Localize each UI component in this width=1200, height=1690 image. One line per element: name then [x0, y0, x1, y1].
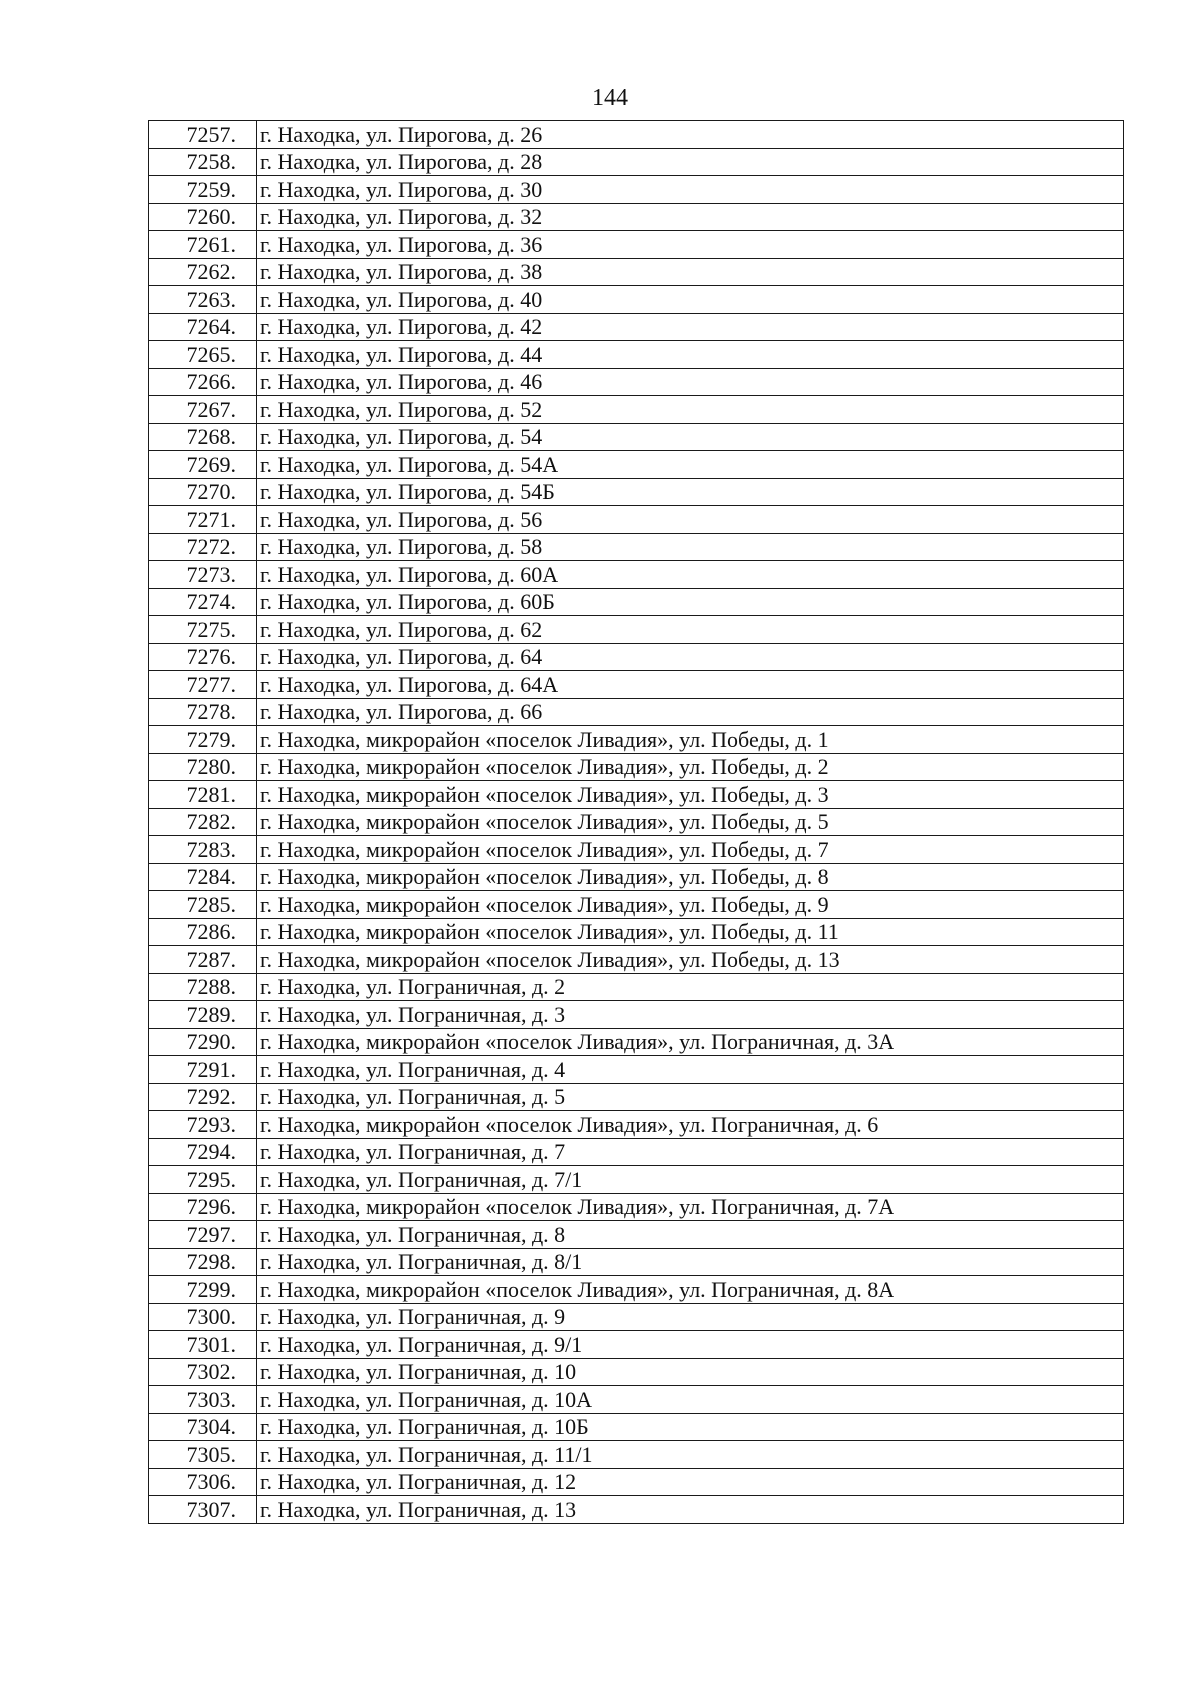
address-cell: г. Находка, ул. Пограничная, д. 13: [257, 1496, 1124, 1524]
row-number: 7266.: [149, 368, 257, 396]
address-cell: г. Находка, ул. Пограничная, д. 12: [257, 1468, 1124, 1496]
table-row: [149, 231, 1124, 259]
row-number: 7287.: [149, 946, 257, 974]
row-number: 7263.: [149, 286, 257, 314]
page-number: 144: [592, 85, 628, 111]
row-number: 7293.: [149, 1111, 257, 1139]
row-number: 7306.: [149, 1468, 257, 1496]
address-cell: г. Находка, ул. Пограничная, д. 2: [257, 973, 1124, 1001]
row-number: 7295.: [149, 1166, 257, 1194]
row-number: 7305.: [149, 1441, 257, 1469]
row-number: 7273.: [149, 561, 257, 589]
address-cell: г. Находка, ул. Пограничная, д. 4: [257, 1056, 1124, 1084]
table-row: [149, 753, 1124, 781]
row-number: 7267.: [149, 396, 257, 424]
table-row: [149, 286, 1124, 314]
address-cell: г. Находка, микрорайон «поселок Ливадия», ул. Победы, д. 13: [257, 946, 1124, 974]
address-cell: г. Находка, ул. Пограничная, д. 9: [257, 1303, 1124, 1331]
address-cell: г. Находка, ул. Пограничная, д. 11/1: [257, 1441, 1124, 1469]
row-number: 7292.: [149, 1083, 257, 1111]
table-row: [149, 1276, 1124, 1304]
address-cell: г. Находка, ул. Пограничная, д. 8: [257, 1221, 1124, 1249]
row-number: 7296.: [149, 1193, 257, 1221]
table-row: [149, 1331, 1124, 1359]
address-cell: г. Находка, ул. Пирогова, д. 44: [257, 341, 1124, 369]
table-row: [149, 781, 1124, 809]
address-cell: г. Находка, ул. Пирогова, д. 30: [257, 176, 1124, 204]
table-row: [149, 478, 1124, 506]
row-number: 7268.: [149, 423, 257, 451]
address-cell: г. Находка, ул. Пограничная, д. 10Б: [257, 1413, 1124, 1441]
table-row: [149, 1028, 1124, 1056]
row-number: 7276.: [149, 643, 257, 671]
address-cell: г. Находка, ул. Пирогова, д. 56: [257, 506, 1124, 534]
address-cell: г. Находка, ул. Пирогова, д. 40: [257, 286, 1124, 314]
address-cell: г. Находка, ул. Пирогова, д. 38: [257, 258, 1124, 286]
address-cell: г. Находка, микрорайон «поселок Ливадия», ул. Победы, д. 1: [257, 726, 1124, 754]
row-number: 7301.: [149, 1331, 257, 1359]
table-row: [149, 1193, 1124, 1221]
row-number: 7270.: [149, 478, 257, 506]
table-row: [149, 396, 1124, 424]
row-number: 7304.: [149, 1413, 257, 1441]
table-row: [149, 1413, 1124, 1441]
row-number: 7257.: [149, 121, 257, 149]
table-row: [149, 1248, 1124, 1276]
address-cell: г. Находка, ул. Пограничная, д. 3: [257, 1001, 1124, 1029]
row-number: 7262.: [149, 258, 257, 286]
address-cell: г. Находка, ул. Пограничная, д. 10А: [257, 1386, 1124, 1414]
address-cell: г. Находка, ул. Пирогова, д. 28: [257, 148, 1124, 176]
address-cell: г. Находка, ул. Пирогова, д. 64: [257, 643, 1124, 671]
address-cell: г. Находка, микрорайон «поселок Ливадия», ул. Пограничная, д. 3А: [257, 1028, 1124, 1056]
address-cell: г. Находка, ул. Пирогова, д. 54А: [257, 451, 1124, 479]
table-row: [149, 1083, 1124, 1111]
table-row: [149, 1001, 1124, 1029]
row-number: 7286.: [149, 918, 257, 946]
table-row: [149, 973, 1124, 1001]
row-number: 7280.: [149, 753, 257, 781]
row-number: 7260.: [149, 203, 257, 231]
table-row: [149, 836, 1124, 864]
row-number: 7283.: [149, 836, 257, 864]
table-row: [149, 1166, 1124, 1194]
table-row: [149, 258, 1124, 286]
address-cell: г. Находка, ул. Пирогова, д. 54: [257, 423, 1124, 451]
table-row: [149, 1386, 1124, 1414]
table-row: [149, 1358, 1124, 1386]
row-number: 7275.: [149, 616, 257, 644]
row-number: 7307.: [149, 1496, 257, 1524]
row-number: 7271.: [149, 506, 257, 534]
address-cell: г. Находка, микрорайон «поселок Ливадия», ул. Победы, д. 2: [257, 753, 1124, 781]
row-number: 7291.: [149, 1056, 257, 1084]
row-number: 7274.: [149, 588, 257, 616]
table-row: [149, 671, 1124, 699]
table-row: [149, 891, 1124, 919]
table-row: [149, 148, 1124, 176]
address-cell: г. Находка, микрорайон «поселок Ливадия», ул. Пограничная, д. 7А: [257, 1193, 1124, 1221]
table-row: [149, 313, 1124, 341]
row-number: 7290.: [149, 1028, 257, 1056]
row-number: 7265.: [149, 341, 257, 369]
address-cell: г. Находка, ул. Пограничная, д. 9/1: [257, 1331, 1124, 1359]
row-number: 7284.: [149, 863, 257, 891]
address-cell: г. Находка, ул. Пирогова, д. 52: [257, 396, 1124, 424]
row-number: 7278.: [149, 698, 257, 726]
address-cell: г. Находка, микрорайон «поселок Ливадия», ул. Пограничная, д. 8А: [257, 1276, 1124, 1304]
address-cell: г. Находка, ул. Пирогова, д. 62: [257, 616, 1124, 644]
address-cell: г. Находка, ул. Пограничная, д. 5: [257, 1083, 1124, 1111]
table-row: [149, 368, 1124, 396]
row-number: 7298.: [149, 1248, 257, 1276]
address-cell: г. Находка, ул. Пирогова, д. 58: [257, 533, 1124, 561]
address-cell: г. Находка, микрорайон «поселок Ливадия», ул. Пограничная, д. 6: [257, 1111, 1124, 1139]
row-number: 7277.: [149, 671, 257, 699]
address-cell: г. Находка, микрорайон «поселок Ливадия», ул. Победы, д. 9: [257, 891, 1124, 919]
table-row: [149, 121, 1124, 149]
row-number: 7272.: [149, 533, 257, 561]
table-row: [149, 203, 1124, 231]
address-table: [148, 120, 1124, 1524]
address-cell: г. Находка, микрорайон «поселок Ливадия», ул. Победы, д. 8: [257, 863, 1124, 891]
row-number: 7285.: [149, 891, 257, 919]
table-row: [149, 506, 1124, 534]
row-number: 7269.: [149, 451, 257, 479]
address-cell: г. Находка, ул. Пирогова, д. 60А: [257, 561, 1124, 589]
address-cell: г. Находка, ул. Пирогова, д. 60Б: [257, 588, 1124, 616]
row-number: 7288.: [149, 973, 257, 1001]
table-row: [149, 726, 1124, 754]
row-number: 7300.: [149, 1303, 257, 1331]
address-cell: г. Находка, ул. Пирогова, д. 64А: [257, 671, 1124, 699]
row-number: 7281.: [149, 781, 257, 809]
address-cell: г. Находка, микрорайон «поселок Ливадия», ул. Победы, д. 5: [257, 808, 1124, 836]
table-row: [149, 1468, 1124, 1496]
address-cell: г. Находка, ул. Пирогова, д. 54Б: [257, 478, 1124, 506]
table-row: [149, 808, 1124, 836]
address-cell: г. Находка, ул. Пограничная, д. 7/1: [257, 1166, 1124, 1194]
row-number: 7299.: [149, 1276, 257, 1304]
address-cell: г. Находка, ул. Пирогова, д. 32: [257, 203, 1124, 231]
row-number: 7279.: [149, 726, 257, 754]
table-row: [149, 1138, 1124, 1166]
table-row: [149, 616, 1124, 644]
row-number: 7294.: [149, 1138, 257, 1166]
row-number: 7289.: [149, 1001, 257, 1029]
table-row: [149, 946, 1124, 974]
row-number: 7259.: [149, 176, 257, 204]
table-row: [149, 533, 1124, 561]
table-row: [149, 643, 1124, 671]
address-cell: г. Находка, ул. Пирогова, д. 66: [257, 698, 1124, 726]
table-row: [149, 1441, 1124, 1469]
table-row: [149, 561, 1124, 589]
table-row: [149, 341, 1124, 369]
address-cell: г. Находка, ул. Пограничная, д. 10: [257, 1358, 1124, 1386]
row-number: 7261.: [149, 231, 257, 259]
table-row: [149, 451, 1124, 479]
row-number: 7303.: [149, 1386, 257, 1414]
row-number: 7302.: [149, 1358, 257, 1386]
address-cell: г. Находка, ул. Пограничная, д. 7: [257, 1138, 1124, 1166]
table-row: [149, 1303, 1124, 1331]
row-number: 7297.: [149, 1221, 257, 1249]
table-row: [149, 1056, 1124, 1084]
row-number: 7258.: [149, 148, 257, 176]
address-cell: г. Находка, микрорайон «поселок Ливадия», ул. Победы, д. 3: [257, 781, 1124, 809]
table-row: [149, 176, 1124, 204]
address-cell: г. Находка, ул. Пирогова, д. 46: [257, 368, 1124, 396]
table-row: [149, 698, 1124, 726]
row-number: 7282.: [149, 808, 257, 836]
address-cell: г. Находка, микрорайон «поселок Ливадия», ул. Победы, д. 7: [257, 836, 1124, 864]
address-cell: г. Находка, ул. Пирогова, д. 36: [257, 231, 1124, 259]
table-row: [149, 863, 1124, 891]
address-cell: г. Находка, ул. Пирогова, д. 42: [257, 313, 1124, 341]
table-row: [149, 918, 1124, 946]
row-number: 7264.: [149, 313, 257, 341]
table-row: [149, 588, 1124, 616]
table-row: [149, 1221, 1124, 1249]
address-table-body: [149, 121, 1124, 1524]
address-cell: г. Находка, микрорайон «поселок Ливадия», ул. Победы, д. 11: [257, 918, 1124, 946]
table-row: [149, 1496, 1124, 1524]
table-row: [149, 1111, 1124, 1139]
address-cell: г. Находка, ул. Пирогова, д. 26: [257, 121, 1124, 149]
table-row: [149, 423, 1124, 451]
address-cell: г. Находка, ул. Пограничная, д. 8/1: [257, 1248, 1124, 1276]
